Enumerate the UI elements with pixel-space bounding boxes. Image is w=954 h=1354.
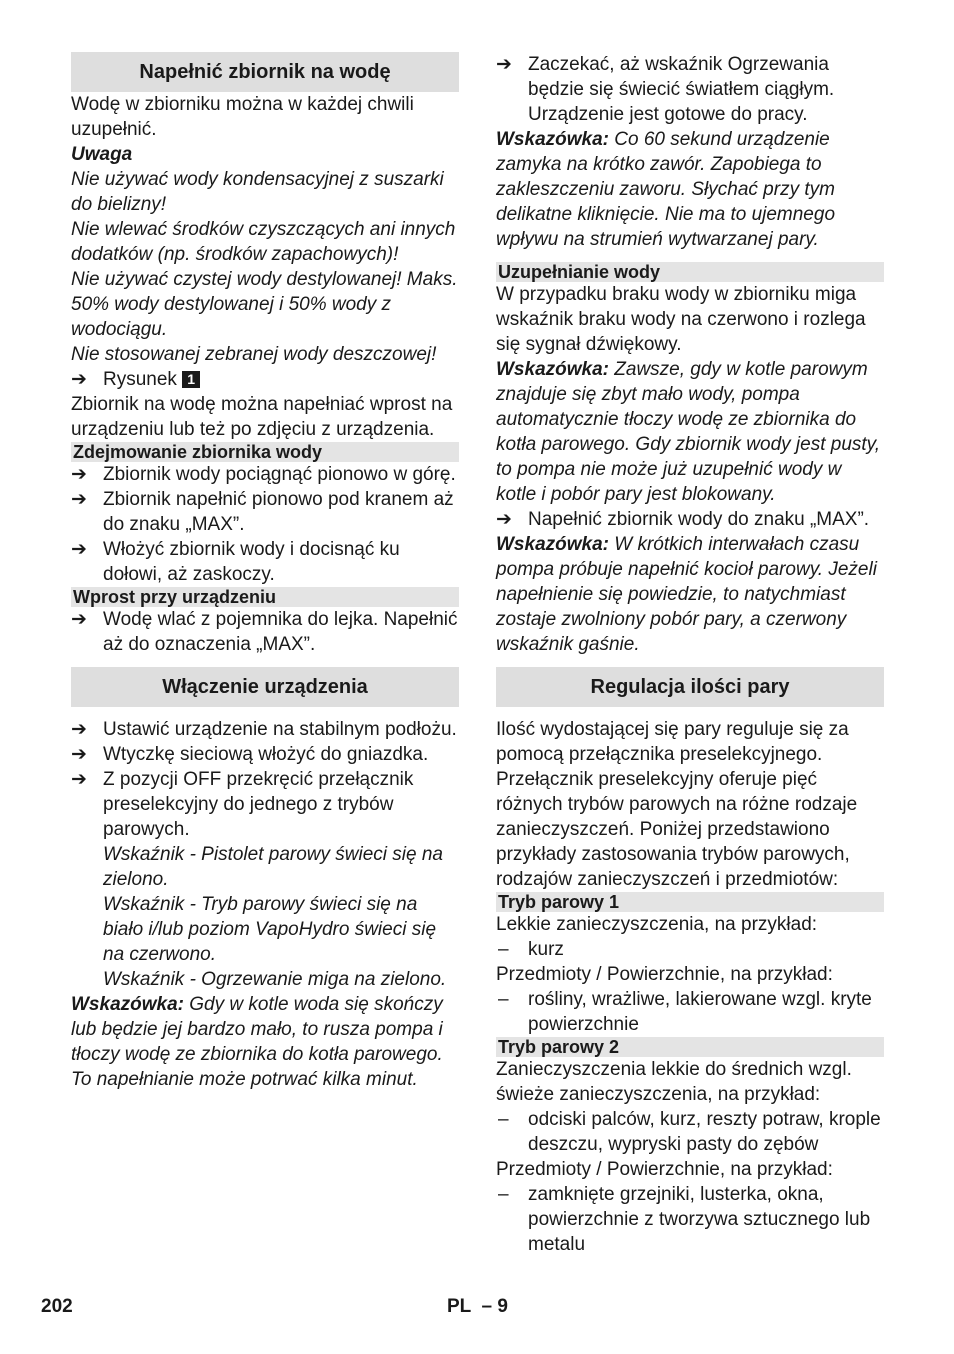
paragraph-fill-options: Zbiornik na wodę można napełniać wprost na urządzeniu lub też po zdjęciu z urządzenia. bbox=[71, 394, 453, 440]
figure-number-box: 1 bbox=[182, 371, 200, 388]
mode1-dirt-label: Lekkie zanieczyszczenia, na przykład: bbox=[496, 914, 818, 935]
paragraph-steam-regulation: Ilość wydostającej się pary reguluje się za pomocą przełącznika preselekcyjnego. Przełącznik preselekcyjny oferuje pięć różnych trybów parowych na różne rodzaje zanieczyszczeń. Poniżej przedstawiono przykłady zastosowania trybów parowych, rodzajów zanieczyszczeń i przedmiotów: bbox=[496, 719, 858, 890]
heading-fill-tank: Napełnić zbiornik na wodę bbox=[71, 52, 459, 92]
step-wait-ready: ➔ Zaczekać, aż wskaźnik Ogrzewania będzie się świecić światłem ciągłym. Urządzenie jest gotowe do pracy. bbox=[496, 54, 835, 125]
indicator-steam-gun: Wskaźnik - Pistolet parowy świeci się na zielono. bbox=[103, 844, 443, 890]
subheading-remove-tank: Zdejmowanie zbiornika wody bbox=[71, 442, 459, 462]
mode2-dirt-label: Zanieczyszczenia lekkie do średnich wzgl. świeże zanieczyszczenia, na przykład: bbox=[496, 1059, 852, 1105]
step-remove-1: ➔ Zbiornik wody pociągnąć pionowo w górę. bbox=[71, 464, 456, 485]
dash-bullet: – bbox=[498, 989, 509, 1010]
caution-line-2: Nie wlewać środków czyszczących ani innych dodatków (np. środków zapachowych)! bbox=[71, 219, 456, 265]
mode1-objects-item: – rośliny, wrażliwe, lakierowane wzgl. kryte powierzchnie bbox=[498, 989, 872, 1035]
arrow-icon: ➔ bbox=[71, 464, 87, 485]
subheading-direct-fill: Wprost przy urządzeniu bbox=[71, 587, 459, 607]
dash-bullet: – bbox=[498, 1109, 509, 1130]
paragraph-topup: W przypadku braku wody w zbiorniku miga wskaźnik braku wody na czerwono i rozlega się sygnał dźwiękowy. bbox=[496, 284, 866, 355]
indicator-steam-mode: Wskaźnik - Tryb parowy świeci się na biało i/lub poziom VapoHydro świeci się na czerwono. bbox=[103, 894, 437, 965]
mode2-objects-label: Przedmioty / Powierzchnie, na przykład: bbox=[496, 1159, 833, 1180]
step-remove-3: ➔ Włożyć zbiornik wody i docisnąć ku dołowi, aż zaskoczy. bbox=[71, 539, 400, 585]
arrow-icon: ➔ bbox=[71, 539, 87, 560]
note-intervals: Wskazówka: W krótkich interwałach czasu pompa próbuje napełnić kocioł parowy. Jeżeli napełnienie się powiedzie, to natychmiast zostaje zwolniony pobór pary, a czerwony wskaźnik gaśnie. bbox=[496, 534, 877, 655]
language-page-label: PL – 9 bbox=[447, 1296, 508, 1317]
arrow-icon: ➔ bbox=[71, 609, 87, 630]
arrow-icon: ➔ bbox=[71, 744, 87, 765]
step-remove-2: ➔ Zbiornik napełnić pionowo pod kranem aż do znaku „MAX”. bbox=[71, 489, 454, 535]
arrow-icon: ➔ bbox=[71, 769, 87, 790]
arrow-icon: ➔ bbox=[71, 719, 87, 740]
mode2-objects-item: – zamknięte grzejniki, lusterka, okna, powierzchnie z tworzywa sztucznego lub metalu bbox=[498, 1184, 871, 1255]
note-pump: Wskazówka: Zawsze, gdy w kotle parowym znajduje się zbyt mało wody, pompa automatycznie tłoczy wodę ze zbiornika do kotła parowego. Gdy zbiornik wody jest pusty, to pompa nie może już uzupełnić wody w kotle i pobór pary jest blokowany. bbox=[496, 359, 881, 505]
heading-switch-on: Włączenie urządzenia bbox=[71, 667, 459, 707]
note-boiler-refill: Wskazówka: Gdy w kotle woda się skończy lub będzie jej bardzo mało, to rusza pompa i tłoczy wodę ze zbiornika do kotła parowego. To napełnianie może potrwać kilka minut. bbox=[71, 994, 443, 1090]
dash-bullet: – bbox=[498, 1184, 509, 1205]
mode2-dirt-item: – odciski palców, kurz, reszty potraw, krople deszczu, wypryski pasty do zębów bbox=[498, 1109, 881, 1155]
caution-line-3: Nie używać czystej wody destylowanej! Maks. 50% wody destylowanej i 50% wody z wodociągu. bbox=[71, 269, 458, 340]
arrow-icon: ➔ bbox=[71, 369, 87, 390]
step-topup-1: ➔ Napełnić zbiornik wody do znaku „MAX”. bbox=[496, 509, 870, 530]
subheading-topup: Uzupełnianie wody bbox=[496, 262, 884, 282]
step-direct-1: ➔ Wodę wlać z pojemnika do lejka. Napełnić aż do oznaczenia „MAX”. bbox=[71, 609, 458, 655]
dash-bullet: – bbox=[498, 939, 509, 960]
page-number: 202 bbox=[41, 1296, 73, 1317]
left-column bbox=[71, 52, 459, 1092]
figure-label: Rysunek bbox=[103, 369, 177, 390]
note-valve: Wskazówka: Co 60 sekund urządzenie zamyka na krótko zawór. Zapobiega to zakleszczeniu zaworu. Słychać przy tym delikatne kliknięcie. Nie ma to ujemnego wpływu na strumień wytwarzanej pary. bbox=[496, 129, 836, 250]
step-on-2: ➔ Wtyczkę sieciową włożyć do gniazdka. bbox=[71, 744, 429, 765]
mode1-dirt-item: – kurz bbox=[498, 939, 564, 960]
step-on-1: ➔ Ustawić urządzenie na stabilnym podłożu. bbox=[71, 719, 457, 740]
caution-title: Uwaga bbox=[71, 144, 133, 165]
step-on-3: ➔ Z pozycji OFF przekręcić przełącznik preselekcyjny do jednego z trybów parowych. bbox=[71, 769, 414, 840]
arrow-icon: ➔ bbox=[496, 54, 512, 75]
heading-steam-regulation: Regulacja ilości pary bbox=[496, 667, 884, 707]
mode1-objects-label: Przedmioty / Powierzchnie, na przykład: bbox=[496, 964, 833, 985]
right-column bbox=[496, 52, 884, 1257]
indicator-heating: Wskaźnik - Ogrzewanie miga na zielono. bbox=[103, 969, 447, 990]
subheading-steam-mode-1: Tryb parowy 1 bbox=[496, 892, 884, 912]
figure-reference bbox=[71, 367, 459, 392]
subheading-steam-mode-2: Tryb parowy 2 bbox=[496, 1037, 884, 1057]
paragraph-refill: Wodę w zbiorniku można w każdej chwili uzupełnić. bbox=[71, 94, 414, 140]
caution-line-4: Nie stosowanej zebranej wody deszczowej! bbox=[71, 344, 437, 365]
arrow-icon: ➔ bbox=[496, 509, 512, 530]
caution-line-1: Nie używać wody kondensacyjnej z suszarki do bielizny! bbox=[71, 169, 444, 215]
arrow-icon: ➔ bbox=[71, 489, 87, 510]
